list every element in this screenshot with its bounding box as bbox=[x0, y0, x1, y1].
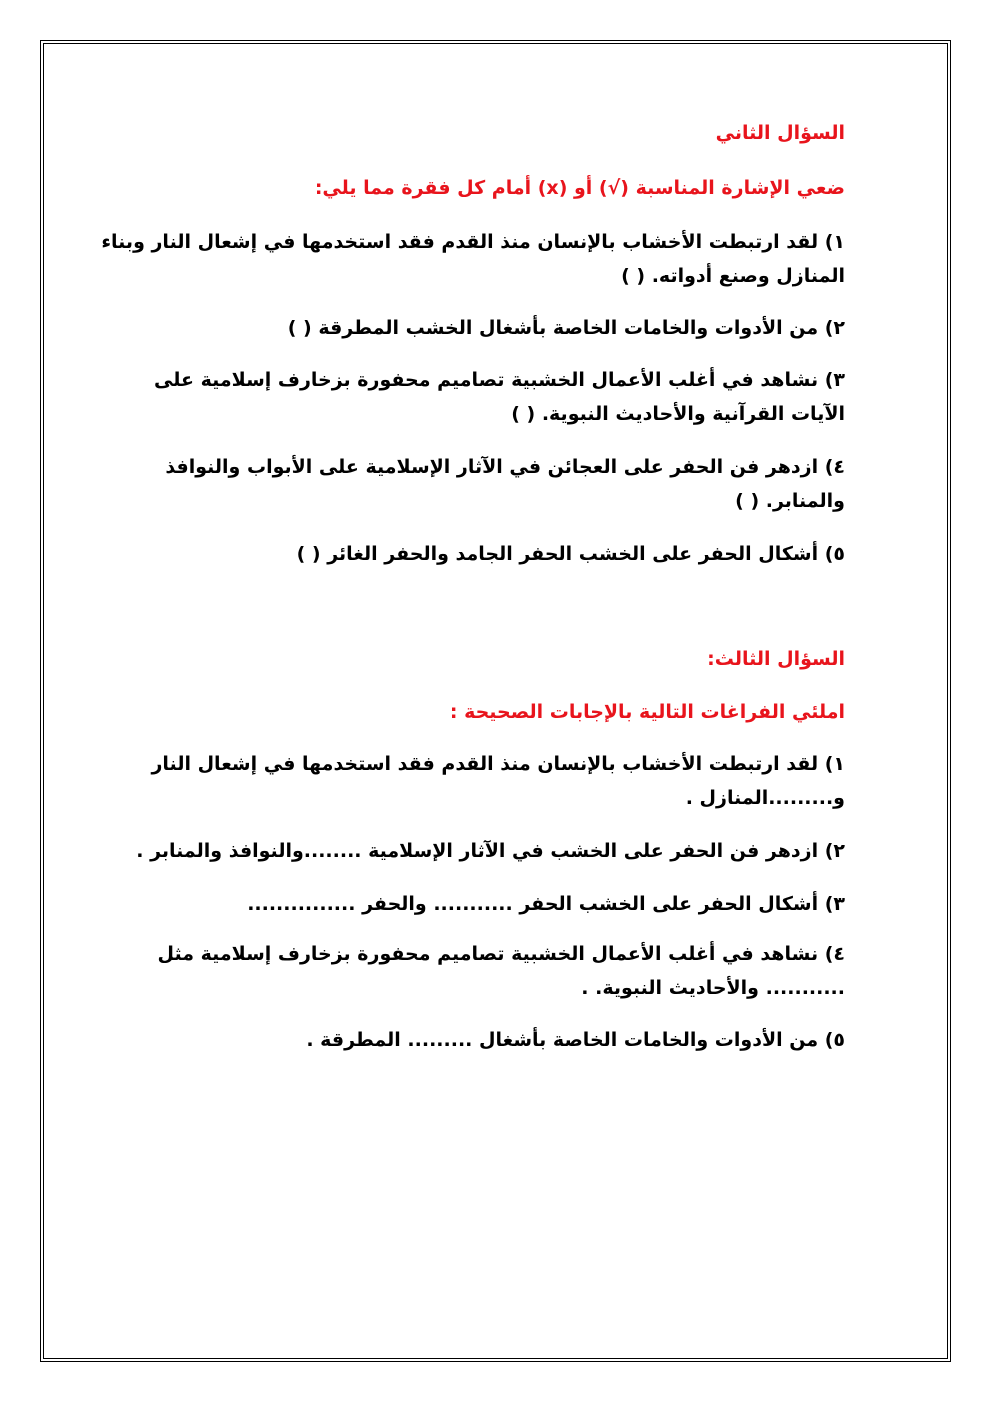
q3-item-4-line-2: ........... والأحاديث النبوية. . bbox=[581, 977, 845, 999]
q2-item-3-line-2: الآيات القرآنية والأحاديث النبوية. ( ) bbox=[511, 403, 845, 425]
q2-item-1-line-1: ١) لقد ارتبطت الأخشاب بالإنسان منذ القدم فقد استخدمها في إشعال النار وبناء bbox=[101, 231, 845, 253]
q2-item-2-line-1: ٢) من الأدوات والخامات الخاصة بأشغال الخشب المطرقة ( ) bbox=[287, 317, 845, 339]
q2-instruction: ضعي الإشارة المناسبة (√) أو (x) أمام كل فقرة مما يلي: bbox=[314, 177, 845, 199]
q2-item-1-line-2: المنازل وصنع أدواته. ( ) bbox=[621, 265, 845, 287]
q2-item-4-line-2: والمنابر. ( ) bbox=[735, 490, 845, 512]
q3-instruction: املئي الفراغات التالية بالإجابات الصحيحة : bbox=[449, 701, 845, 723]
q2-title: السؤال الثاني bbox=[715, 122, 845, 144]
q3-item-4-line-1: ٤) نشاهد في أغلب الأعمال الخشبية تصاميم محفورة بزخارف إسلامية مثل bbox=[157, 943, 845, 965]
q3-item-3-line-1: ٣) أشكال الحفر على الخشب الحفر ........... والحفر ............... bbox=[247, 893, 845, 915]
q3-item-5-line-1: ٥) من الأدوات والخامات الخاصة بأشغال ......... المطرقة . bbox=[306, 1029, 845, 1051]
q2-item-3-line-1: ٣) نشاهد في أغلب الأعمال الخشبية تصاميم محفورة بزخارف إسلامية على bbox=[154, 369, 845, 391]
q3-item-1-line-2: و.........المنازل . bbox=[685, 787, 845, 809]
q3-item-2-line-1: ٢) ازدهر فن الحفر على الخشب في الآثار الإسلامية ........والنوافذ والمنابر . bbox=[136, 840, 845, 862]
q2-item-4-line-1: ٤) ازدهر فن الحفر على العجائن في الآثار الإسلامية على الأبواب والنوافذ bbox=[165, 456, 845, 478]
q3-item-1-line-1: ١) لقد ارتبطت الأخشاب بالإنسان منذ القدم فقد استخدمها في إشعال النار bbox=[151, 753, 845, 775]
q2-item-5-line-1: ٥) أشكال الحفر على الخشب الحفر الجامد والحفر الغائر ( ) bbox=[296, 543, 845, 565]
q3-title: السؤال الثالث: bbox=[707, 648, 845, 670]
